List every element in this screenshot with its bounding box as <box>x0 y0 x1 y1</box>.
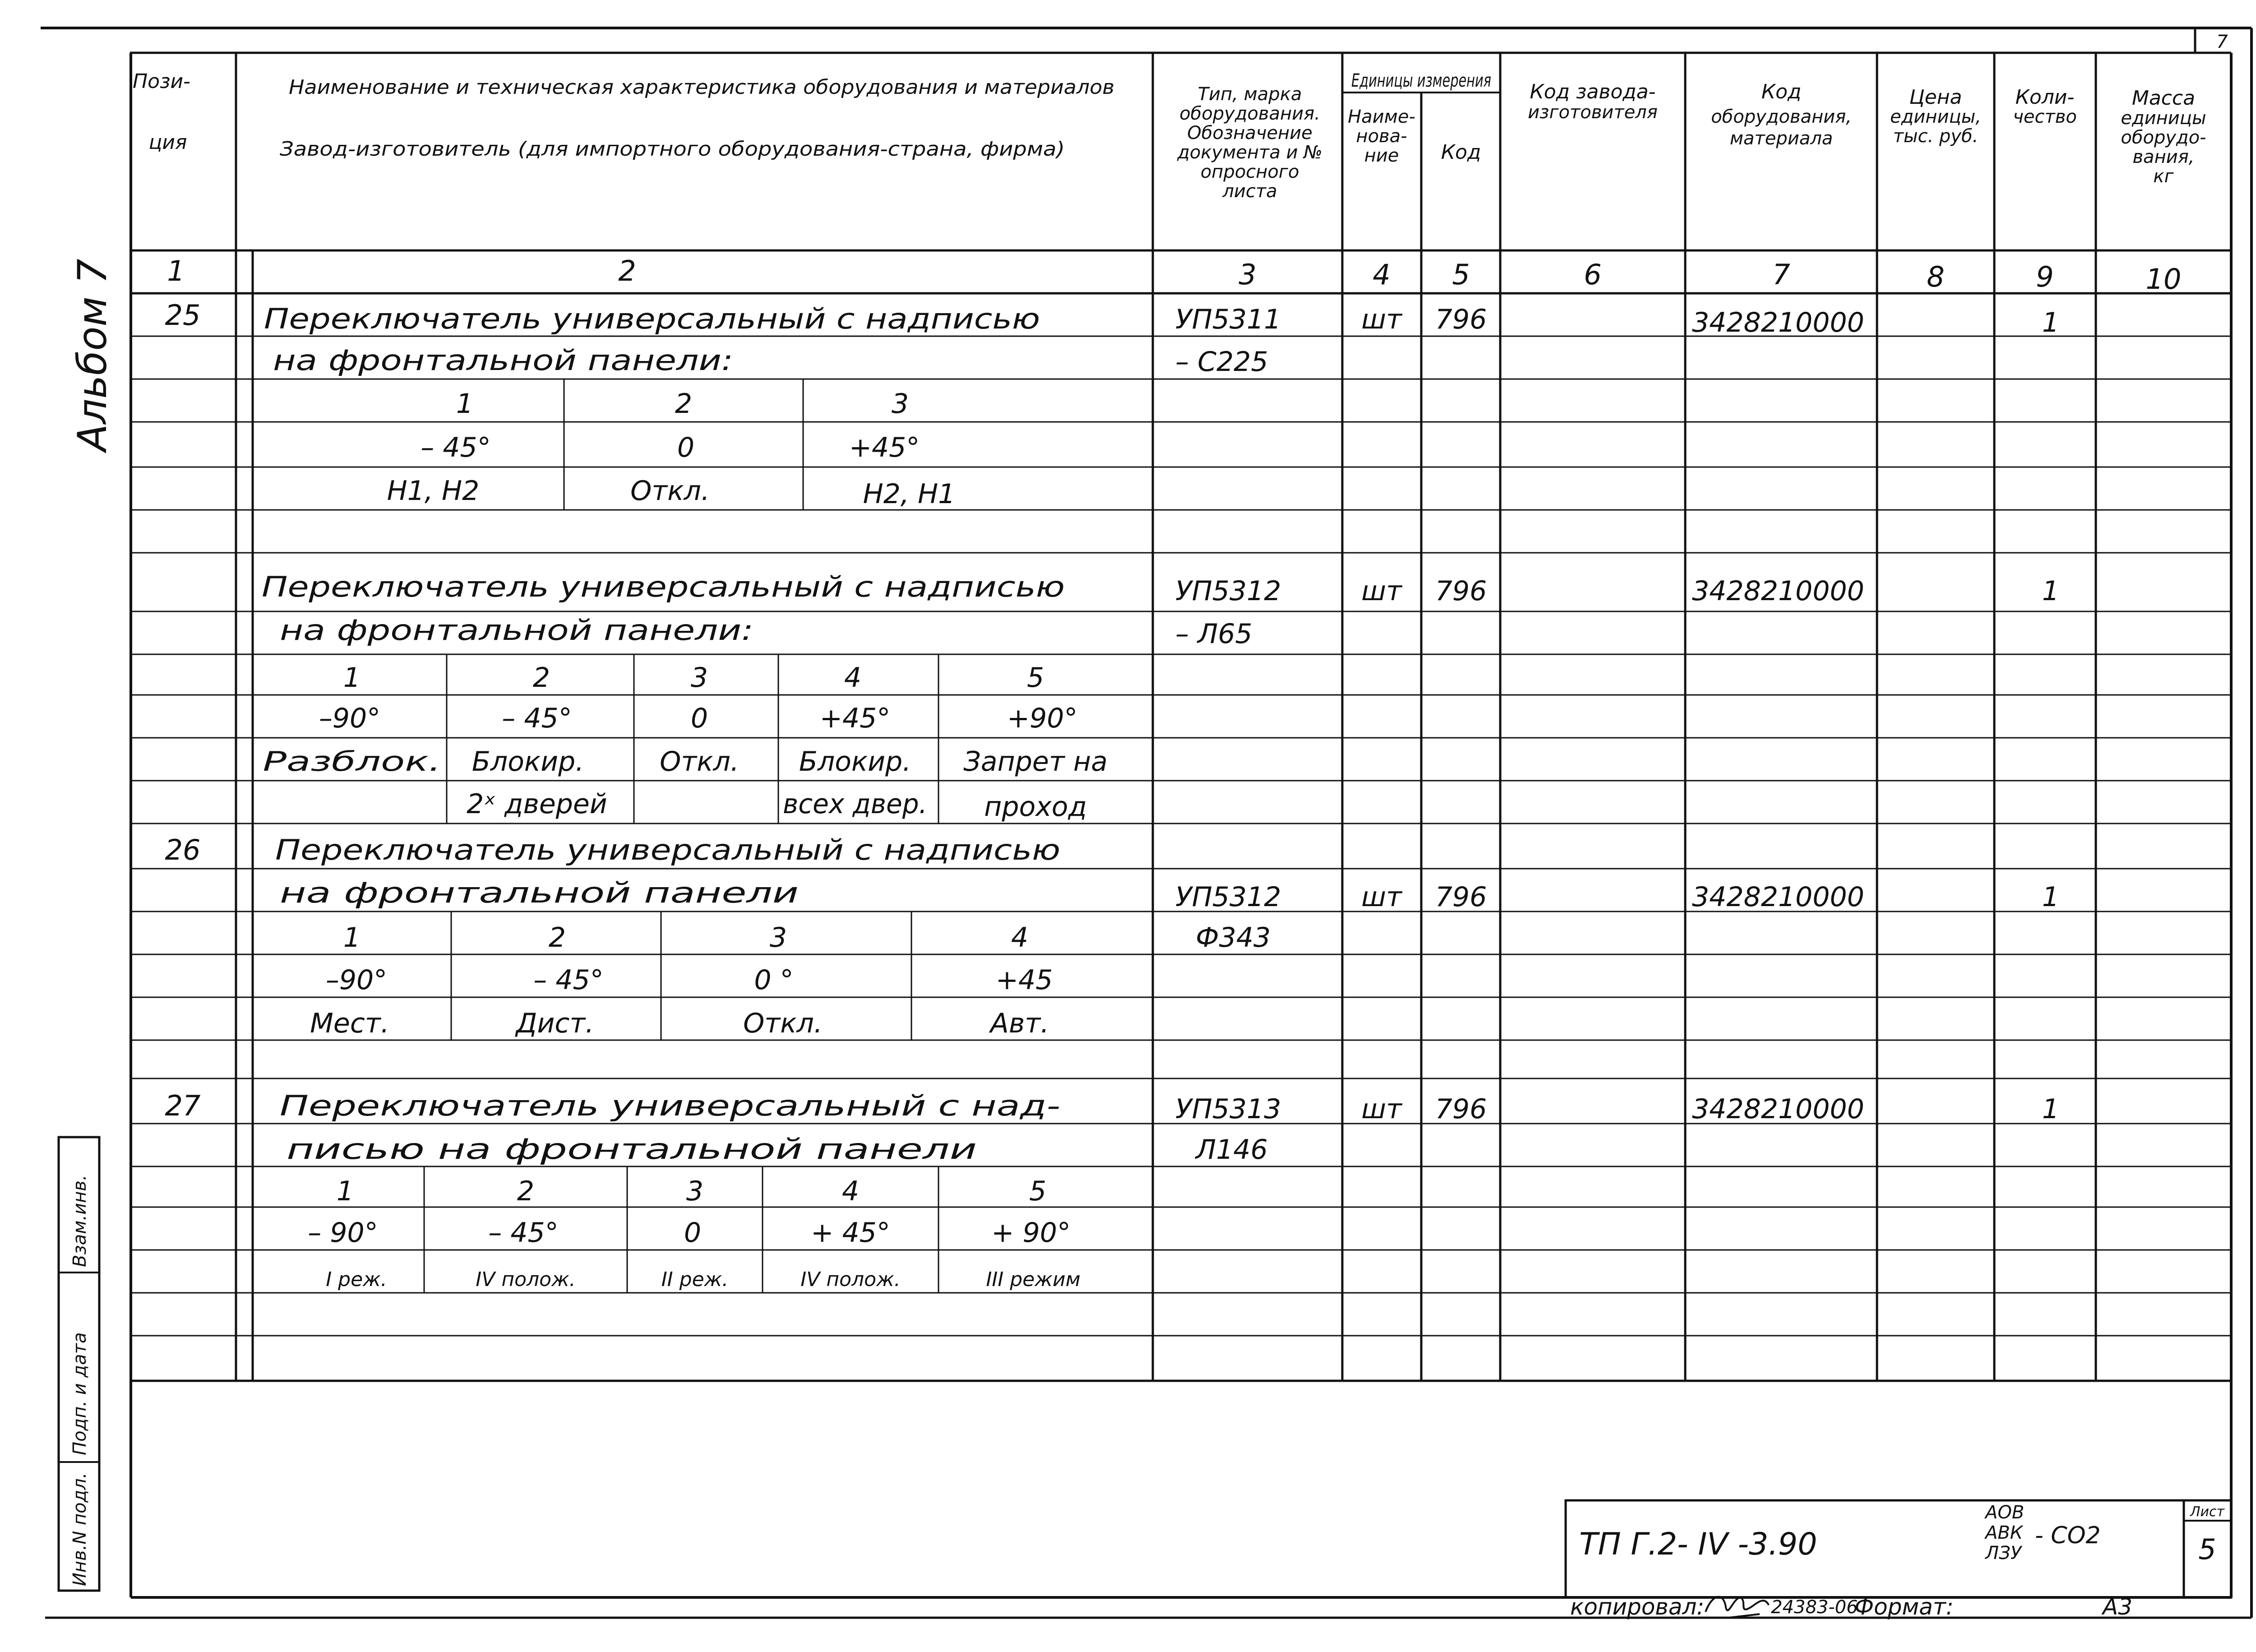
colnum-5: 5 <box>1452 258 1470 291</box>
item-position: 27 <box>165 1089 201 1122</box>
grid-cell: 3 <box>891 388 909 420</box>
item-unit-code: 796 <box>1435 881 1487 913</box>
document-code: ТП Г.2- IV -3.90 <box>1579 1527 1817 1562</box>
header-qty-1: Коли- <box>2015 86 2075 109</box>
grid-cell: Авт. <box>990 1008 1049 1039</box>
header-price-3: тыс. руб. <box>1893 126 1979 147</box>
item-equipment-code: 3428210000 <box>1692 307 1864 338</box>
header-name-2: Завод-изготовитель (для импортного оборудования-страна, фирма) <box>280 138 1065 161</box>
header-unit-code: Код <box>1441 141 1481 164</box>
item-type: УП5312 <box>1175 881 1281 913</box>
grid-cell: +90° <box>1007 703 1078 734</box>
header-type-1: Тип, марка <box>1197 84 1302 105</box>
grid-cell: Дист. <box>516 1008 594 1039</box>
header-mass-5: кг <box>2153 166 2174 187</box>
header-mass-3: оборудо- <box>2121 127 2206 148</box>
sidebar-inv-label: Инв.N подл. <box>69 1472 90 1586</box>
grid-cell: Откл. <box>630 475 710 507</box>
album-label: Альбом 7 <box>69 259 116 451</box>
grid-cell: III режим <box>986 1268 1081 1291</box>
grid-cell: 4 <box>841 1175 860 1207</box>
item-name-line-2: на фронтальной панели <box>280 876 799 909</box>
header-price-1: Цена <box>1909 86 1962 109</box>
grid-cell: + 90° <box>991 1217 1071 1249</box>
item-type: УП5313 <box>1175 1093 1281 1125</box>
item-unit-code: 796 <box>1435 575 1487 607</box>
header-plant-2: изготовителя <box>1528 102 1658 123</box>
grid-cell: –90° <box>319 703 381 734</box>
header-equip-2: оборудования, <box>1711 106 1852 127</box>
item-type-suffix: – С225 <box>1175 346 1268 378</box>
header-type-2: оборудования. <box>1179 103 1320 124</box>
header-mass-1: Масса <box>2131 87 2196 110</box>
header-equip-1: Код <box>1761 80 1802 103</box>
colnum-9: 9 <box>2036 260 2054 293</box>
item-type: УП5311 <box>1175 304 1281 335</box>
grid-cell: IV полож. <box>476 1268 576 1291</box>
grid-cell: – 45° <box>502 703 572 734</box>
item-name-line-1: Переключатель универсальный с надписью <box>275 833 1060 866</box>
header-units: Единицы измерения <box>1351 70 1491 91</box>
grid-cell: +45° <box>849 432 920 463</box>
grid-cell: 5 <box>1026 662 1045 694</box>
grid-cell: 3 <box>769 922 787 953</box>
item-type-suffix: Л146 <box>1196 1134 1268 1166</box>
grid-cell: Откл. <box>743 1008 823 1039</box>
column-numbers <box>167 255 2181 296</box>
spec-item-25 <box>165 299 2060 510</box>
colnum-2: 2 <box>618 255 636 287</box>
header-name-1: Наименование и техническая характеристика оборудования и материалов <box>289 76 1114 99</box>
grid-cell: – 90° <box>308 1217 378 1249</box>
grid-cell: II реж. <box>661 1268 729 1291</box>
grid-cell: 2 <box>532 662 550 694</box>
colnum-1: 1 <box>167 255 185 287</box>
grid-cell: +45 <box>995 964 1053 996</box>
item-unit: шт <box>1361 881 1402 913</box>
grid-cell: Откл. <box>660 746 739 777</box>
grid-cell: Запрет на <box>963 746 1108 777</box>
sheet-corner-number: 7 <box>2216 32 2228 52</box>
mark-suffix: - СО2 <box>2035 1522 2101 1549</box>
colnum-4: 4 <box>1373 258 1391 291</box>
item-name-line-1: Переключатель универсальный с над- <box>280 1089 1060 1122</box>
item-position: 26 <box>165 833 201 866</box>
item-quantity: 1 <box>2042 307 2060 338</box>
grid-cell: 3 <box>686 1175 704 1207</box>
format-value: А3 <box>2103 1594 2133 1620</box>
grid-cell: проход <box>984 791 1087 823</box>
grid-cell: 2 <box>548 922 566 953</box>
item-unit: шт <box>1361 1093 1402 1125</box>
item-equipment-code: 3428210000 <box>1692 881 1864 913</box>
header-mass-2: единицы <box>2121 108 2206 129</box>
grid-cell: Мест. <box>310 1008 389 1039</box>
grid-cell: Н2, Н1 <box>863 478 956 510</box>
item-name-line-2: на фронтальной панели: <box>280 614 754 647</box>
item-name-line-1: Переключатель универсальный с надписью <box>262 570 1065 603</box>
header-type-3: Обозначение <box>1187 123 1313 143</box>
grid-cell: Блокир. <box>472 746 584 777</box>
colnum-3: 3 <box>1239 258 1257 291</box>
grid-cell: Н1, Н2 <box>387 475 480 507</box>
position-grid <box>310 922 1053 1039</box>
header-type-4: документа и № <box>1177 142 1322 163</box>
header-mass-4: вания, <box>2132 147 2195 167</box>
grid-cell: 2 <box>517 1175 535 1207</box>
spec-item-27 <box>165 1089 2060 1291</box>
header-pos-2: ция <box>148 131 187 154</box>
item-name-line-2: на фронтальной панели: <box>273 344 733 377</box>
grid-cell: 1 <box>336 1175 354 1207</box>
table-header <box>133 70 2206 202</box>
mark-code-2: АВК <box>1985 1522 2023 1543</box>
approval-sidebar <box>69 1175 90 1586</box>
mark-code-1: АОВ <box>1985 1502 2025 1523</box>
item-equipment-code: 3428210000 <box>1692 575 1864 607</box>
spec-item-26 <box>165 833 2060 1039</box>
copied-label: копировал: <box>1570 1594 1705 1620</box>
grid-cell: 1 <box>343 922 361 953</box>
signature-mark <box>1706 1597 1769 1618</box>
grid-cell: 0 <box>677 432 695 463</box>
grid-cell: I реж. <box>326 1268 387 1291</box>
item-type-suffix: – Л65 <box>1175 618 1253 650</box>
item-quantity: 1 <box>2042 1093 2060 1125</box>
grid-cell: 4 <box>1011 922 1029 953</box>
item-unit-code: 796 <box>1435 304 1487 335</box>
grid-cell: +45° <box>819 703 891 734</box>
grid-cell: 0 <box>684 1217 702 1249</box>
grid-cell: 0 ° <box>754 964 794 996</box>
grid-cell: 3 <box>690 662 708 694</box>
grid-cell: 2ˣ дверей <box>467 788 607 820</box>
item-name-line-1: Переключатель универсальный с надписью <box>264 302 1040 335</box>
item-equipment-code: 3428210000 <box>1692 1093 1864 1125</box>
grid-cell: 5 <box>1029 1175 1047 1207</box>
format-label: Формат: <box>1854 1594 1954 1620</box>
grid-cell: –90° <box>325 964 388 996</box>
header-plant-1: Код завода- <box>1530 80 1656 103</box>
header-equip-3: материала <box>1729 128 1833 149</box>
sheet-label: Лист <box>2190 1504 2225 1520</box>
colnum-7: 7 <box>1772 258 1790 291</box>
grid-cell: 4 <box>844 662 862 694</box>
grid-cell: 1 <box>343 662 361 694</box>
item-type-suffix: Ф343 <box>1196 922 1271 953</box>
header-qty-2: чество <box>2013 106 2077 127</box>
item-quantity: 1 <box>2042 881 2060 913</box>
header-type-5: опросного <box>1200 162 1299 182</box>
grid-cell: всех двер. <box>783 788 927 820</box>
mark-code-3: ЛЗУ <box>1985 1543 2022 1564</box>
sidebar-sign-label: Подп. и дата <box>69 1332 90 1455</box>
title-stamp <box>1579 1502 2225 1566</box>
header-type-6: листа <box>1222 181 1277 202</box>
sheet-number: 5 <box>2198 1533 2216 1566</box>
item-type: УП5312 <box>1175 575 1281 607</box>
item-unit-code: 796 <box>1435 1093 1487 1125</box>
grid-cell: 0 <box>690 703 708 734</box>
grid-cell: 2 <box>675 388 693 420</box>
position-grid <box>387 388 956 510</box>
item-quantity: 1 <box>2042 575 2060 607</box>
grid-cell: IV полож. <box>800 1268 901 1291</box>
spec-item-unnumbered <box>262 570 2059 823</box>
header-unit-name-3: ние <box>1364 145 1399 166</box>
item-position: 25 <box>165 299 201 332</box>
position-grid <box>263 662 1108 823</box>
item-unit: шт <box>1361 575 1402 607</box>
grid-cell: + 45° <box>811 1217 890 1249</box>
header-price-2: единицы, <box>1890 106 1981 127</box>
grid-cell: – 45° <box>533 964 604 996</box>
copy-number: 24383-06 <box>1771 1597 1858 1618</box>
colnum-10: 10 <box>2145 263 2182 296</box>
grid-cell: Блокир. <box>799 746 911 777</box>
colnum-6: 6 <box>1584 258 1602 291</box>
header-pos-1: Пози- <box>133 70 190 93</box>
sidebar-vzam-label: Взам.инв. <box>69 1175 90 1267</box>
item-unit: шт <box>1361 304 1402 335</box>
colnum-8: 8 <box>1927 260 1945 293</box>
grid-cell: 1 <box>456 388 474 420</box>
grid-cell: Разблок. <box>263 746 441 777</box>
grid-cell: – 45° <box>421 432 491 463</box>
header-unit-name-2: нова- <box>1356 126 1407 147</box>
item-name-line-2: писью на фронтальной панели <box>287 1133 977 1166</box>
grid-cell: – 45° <box>488 1217 559 1249</box>
header-unit-name-1: Наиме- <box>1348 106 1415 127</box>
